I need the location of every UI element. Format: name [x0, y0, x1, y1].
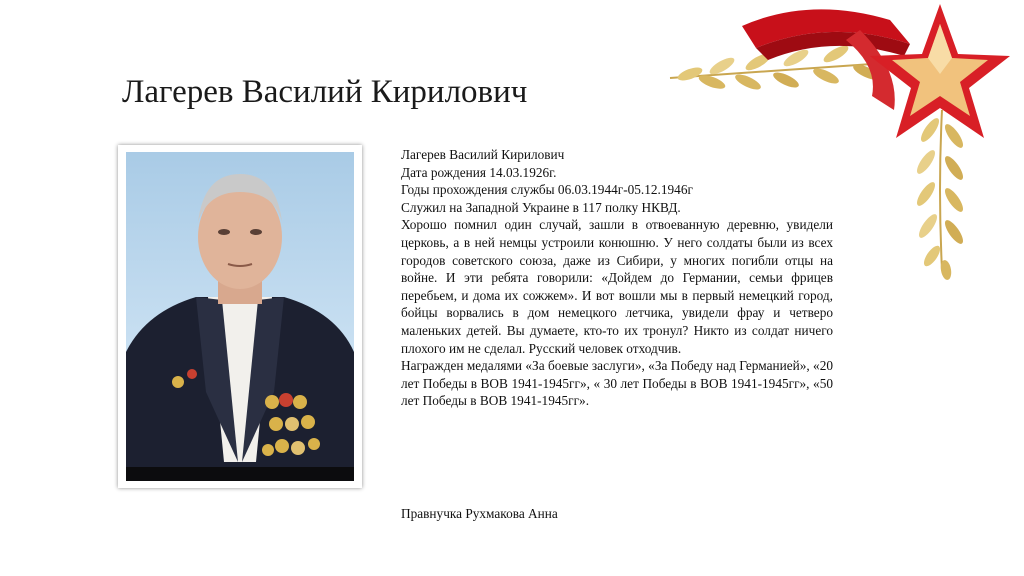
page-title: Лагерев Василий Кирилович — [122, 74, 528, 110]
bio-awards: Награжден медалями «За боевые заслуги», «За Победу над Германией», «20 лет Победы в ВОВ 1941-1945гг», « 30 лет Победы в ВОВ 1941-1945гг», «50 лет Победы в ВОВ 1941-1945гг». — [401, 358, 833, 409]
veteran-portrait — [126, 152, 354, 481]
bio-name: Лагерев Василий Кирилович — [401, 147, 565, 162]
bio-service-years: Годы прохождения службы 06.03.1944г-05.12.1946г — [401, 182, 693, 198]
portrait-frame — [118, 145, 362, 488]
author-credit: Правнучка Рухмакова Анна — [401, 506, 558, 521]
bio-unit: Служил на Западной Украине в 117 полку НКВД. — [401, 199, 681, 215]
bio-story: Хорошо помнил один случай, зашли в отвоеванную деревню, увидели церковь, а в ней немцы устроили конюшню. У него солдаты были из всех городов советского союза, даже из Сибири, у многих погибли отцы на войне. И эти ребята говорили: «Дойдем до Германии, семьи фрицев перебьем, и дома их сожжем». И вот вошли мы в первый немецкий город, бойцы ворвались в дом немецкого летчика, увидели фрау и четверо маленьких детей. Вы думаете, кто-то их тронул? Никто из солдат ничего плохого им не сделал. Русский человек отходчив. — [401, 217, 833, 356]
bio-birth-date: Дата рождения 14.03.1926г. — [401, 164, 557, 180]
laurel-branch-vertical-icon — [914, 110, 966, 281]
biography-text — [401, 146, 833, 410]
